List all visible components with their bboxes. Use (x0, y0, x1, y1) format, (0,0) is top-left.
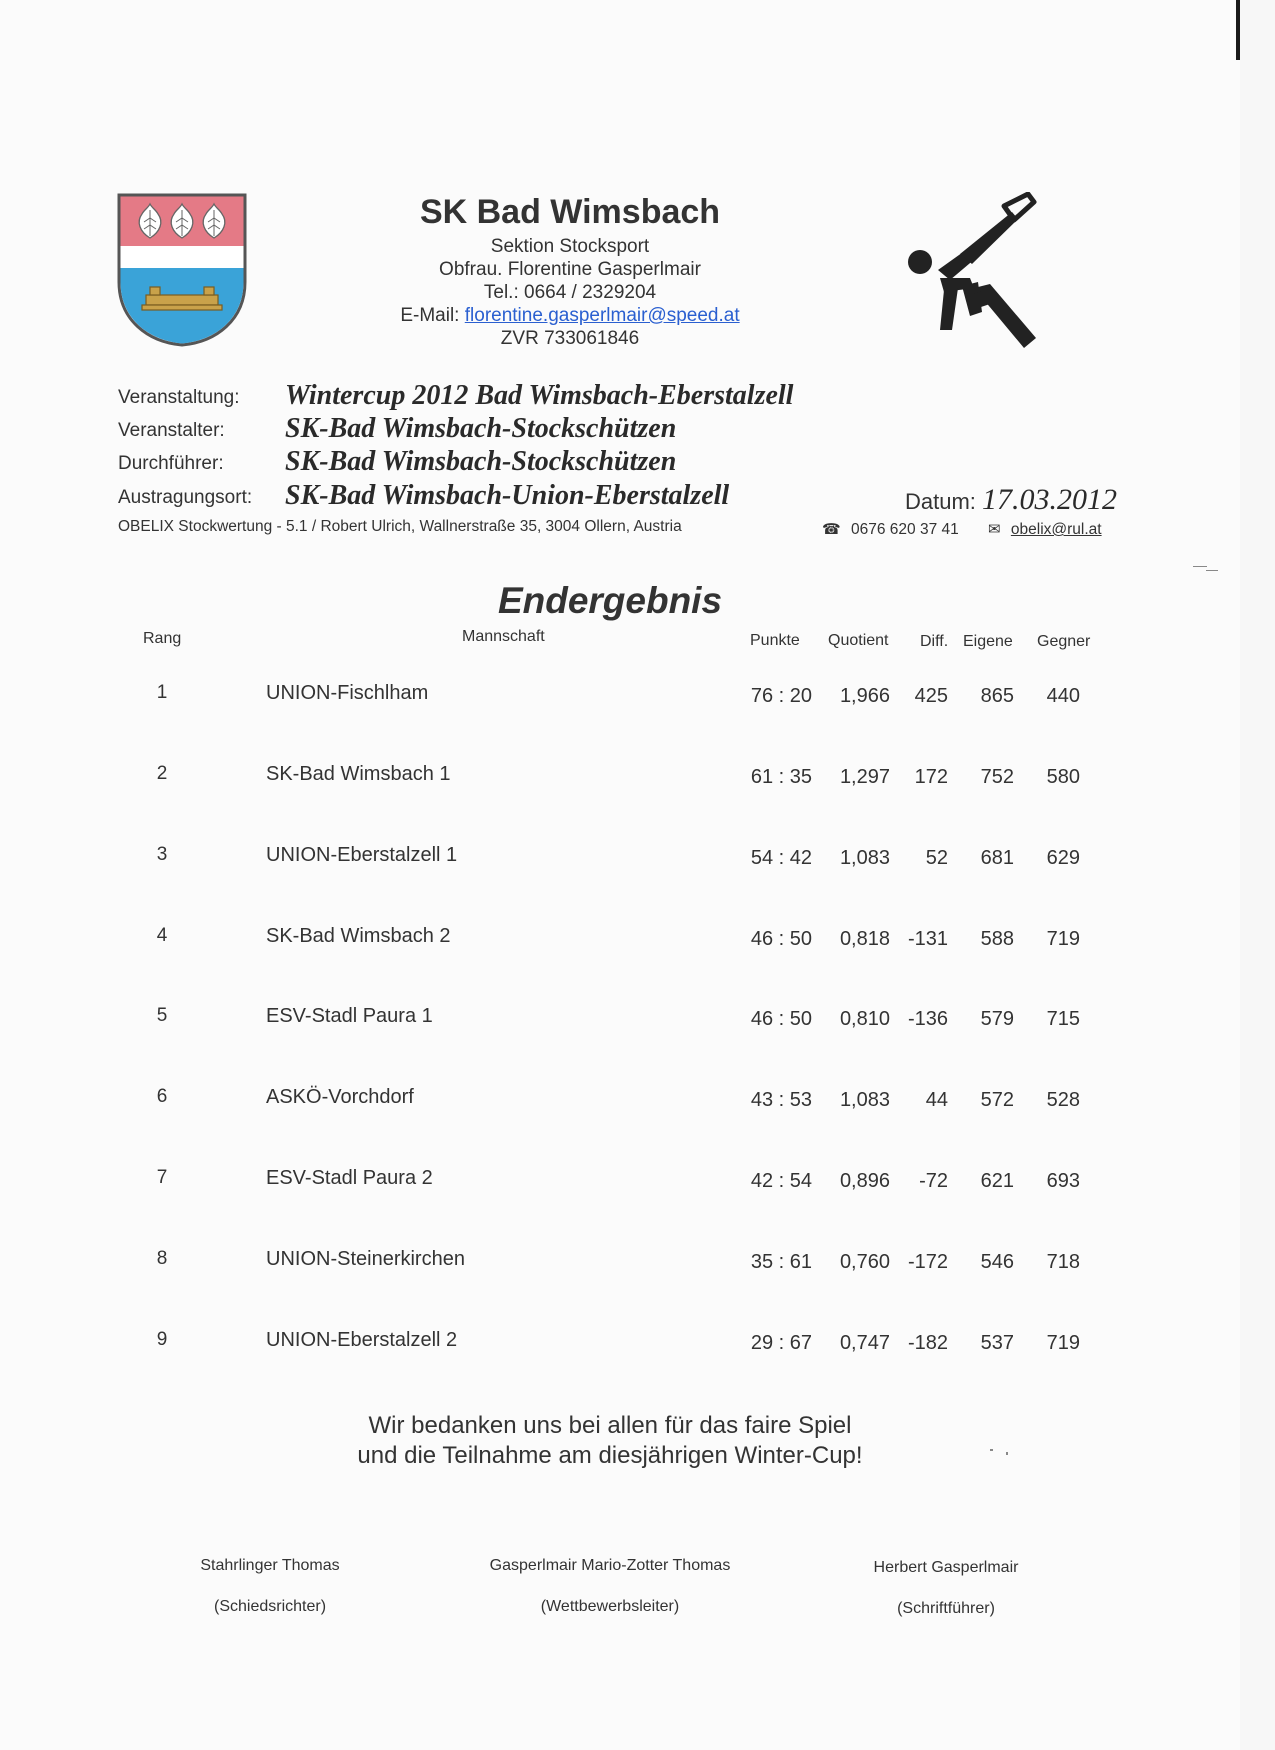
row-own: 579 (980, 1008, 1014, 1030)
row-diff: 44 (925, 1089, 948, 1111)
row-diff: -172 (907, 1251, 948, 1273)
coat-of-arms-icon (116, 192, 248, 348)
row-opponent: 629 (1046, 847, 1080, 869)
row-points: 35 : 61 (750, 1251, 812, 1273)
row-own: 681 (980, 847, 1014, 869)
row-own: 588 (980, 928, 1014, 950)
results-title: Endergebnis (497, 580, 723, 621)
row-diff: 425 (914, 685, 948, 707)
thanks-line-1: Wir bedanken uns bei allen für das faire Spiel (368, 1412, 852, 1439)
table-row (0, 1005, 1240, 1045)
datum-label: Datum: (905, 489, 976, 514)
row-diff: -131 (907, 928, 948, 950)
row-points: 46 : 50 (750, 1008, 812, 1030)
club-email-row (360, 305, 780, 327)
table-row (0, 1167, 1240, 1207)
signature-role-referee: (Schiedsrichter) (213, 1598, 327, 1615)
club-phone: Tel.: 0664 / 2329204 (483, 282, 657, 303)
software-phone (822, 520, 959, 539)
scan-speck (1193, 566, 1207, 567)
row-points: 43 : 53 (750, 1089, 812, 1111)
row-rank: 8 (156, 1248, 168, 1269)
club-name: SK Bad Wimsbach (419, 193, 721, 231)
row-rank: 9 (156, 1329, 168, 1350)
software-mail (988, 520, 1102, 539)
phone-icon: ☎ (822, 521, 841, 538)
col-team: Mannschaft (462, 628, 545, 645)
row-points: 46 : 50 (750, 928, 812, 950)
row-rank: 6 (156, 1086, 168, 1107)
col-points: Punkte (750, 632, 800, 649)
row-diff: -182 (907, 1332, 948, 1354)
row-points: 29 : 67 (750, 1332, 812, 1354)
col-quotient: Quotient (828, 632, 889, 649)
row-opponent: 693 (1046, 1170, 1080, 1192)
veranstalter-label: Veranstalter: (118, 420, 225, 441)
row-opponent: 719 (1046, 1332, 1080, 1354)
table-row (0, 1248, 1240, 1288)
curler-pictogram-icon (900, 192, 1050, 352)
signature-name-secretary: Herbert Gasperlmair (873, 1559, 1019, 1576)
row-own: 546 (980, 1251, 1014, 1273)
row-quotient: 0,760 (839, 1251, 890, 1273)
signature-role-secretary: (Schriftführer) (897, 1600, 995, 1617)
row-quotient: 1,083 (839, 847, 890, 869)
row-points: 54 : 42 (750, 847, 812, 869)
row-quotient: 0,896 (839, 1170, 890, 1192)
table-row (0, 1086, 1240, 1126)
row-opponent: 528 (1046, 1089, 1080, 1111)
austragungsort-value: SK-Bad Wimsbach-Union-Eberstalzell (285, 480, 730, 511)
scan-speck (1206, 570, 1218, 571)
row-opponent: 715 (1046, 1008, 1080, 1030)
row-opponent: 440 (1046, 685, 1080, 707)
software-phone-number: 0676 620 37 41 (851, 521, 959, 538)
row-opponent: 719 (1046, 928, 1080, 950)
row-own: 537 (980, 1332, 1014, 1354)
veranstaltung-label: Veranstaltung: (118, 387, 240, 408)
row-diff: 172 (914, 766, 948, 788)
row-rank: 7 (156, 1167, 168, 1188)
datum-value: 17.03.2012 (982, 483, 1117, 516)
row-team: ASKÖ-Vorchdorf (266, 1086, 414, 1108)
row-team: UNION-Eberstalzell 1 (266, 844, 458, 866)
row-diff: 52 (925, 847, 948, 869)
col-diff: Diff. (920, 633, 949, 650)
row-opponent: 718 (1046, 1251, 1080, 1273)
scan-speck (1006, 1452, 1008, 1455)
row-diff: -136 (907, 1008, 948, 1030)
envelope-icon: ✉ (988, 521, 1001, 538)
row-rank: 2 (156, 763, 168, 784)
row-team: ESV-Stadl Paura 1 (266, 1005, 433, 1027)
row-diff: -72 (919, 1170, 948, 1192)
club-zvr: ZVR 733061846 (500, 328, 640, 349)
row-team: UNION-Eberstalzell 2 (266, 1329, 458, 1351)
durchfuehrer-label: Durchführer: (118, 453, 224, 474)
row-rank: 5 (156, 1005, 168, 1026)
row-own: 621 (980, 1170, 1014, 1192)
row-points: 76 : 20 (750, 685, 812, 707)
table-row (0, 682, 1240, 722)
club-section: Sektion Stocksport (490, 236, 650, 257)
signature-name-referee: Stahrlinger Thomas (200, 1557, 340, 1574)
row-rank: 4 (156, 925, 168, 946)
row-team: SK-Bad Wimsbach 1 (266, 763, 451, 785)
email-link[interactable]: florentine.gasperlmair@speed.at (464, 305, 740, 326)
software-email-link[interactable]: obelix@rul.at (1010, 521, 1102, 538)
row-points: 61 : 35 (750, 766, 812, 788)
row-quotient: 1,966 (839, 685, 890, 707)
thanks-line-2: und die Teilnahme am diesjährigen Winter-Cup! (357, 1442, 863, 1469)
row-quotient: 0,810 (839, 1008, 890, 1030)
col-own: Eigene (963, 633, 1013, 650)
table-row (0, 1329, 1240, 1369)
veranstalter-value: SK-Bad Wimsbach-Stockschützen (285, 413, 677, 444)
signature-name-director: Gasperlmair Mario-Zotter Thomas (489, 1557, 731, 1574)
col-opponent: Gegner (1037, 633, 1091, 650)
row-team: SK-Bad Wimsbach 2 (266, 925, 451, 947)
signature-role-director: (Wettbewerbsleiter) (540, 1598, 680, 1615)
row-quotient: 0,747 (839, 1332, 890, 1354)
row-quotient: 1,297 (839, 766, 890, 788)
table-row (0, 763, 1240, 803)
durchfuehrer-value: SK-Bad Wimsbach-Stockschützen (285, 446, 677, 477)
scan-edge (1236, 0, 1240, 60)
row-opponent: 580 (1046, 766, 1080, 788)
row-own: 752 (980, 766, 1014, 788)
row-rank: 1 (156, 682, 168, 703)
row-team: UNION-Fischlham (266, 682, 429, 704)
row-quotient: 1,083 (839, 1089, 890, 1111)
row-team: ESV-Stadl Paura 2 (266, 1167, 433, 1189)
row-own: 865 (980, 685, 1014, 707)
col-rank: Rang (143, 630, 182, 647)
table-row (0, 925, 1240, 965)
table-row (0, 844, 1240, 884)
row-rank: 3 (156, 844, 168, 865)
club-chairperson: Obfrau. Florentine Gasperlmair (439, 259, 701, 280)
veranstaltung-value: Wintercup 2012 Bad Wimsbach-Eberstalzell (285, 380, 794, 411)
row-quotient: 0,818 (839, 928, 890, 950)
scan-speck (990, 1449, 993, 1451)
austragungsort-label: Austragungsort: (118, 487, 253, 508)
row-points: 42 : 54 (750, 1170, 812, 1192)
email-label: E-Mail: (400, 305, 460, 326)
row-team: UNION-Steinerkirchen (266, 1248, 465, 1270)
row-own: 572 (980, 1089, 1014, 1111)
software-credit: OBELIX Stockwertung - 5.1 / Robert Ulrich, Wallnerstraße 35, 3004 Ollern, Austria (118, 518, 682, 535)
